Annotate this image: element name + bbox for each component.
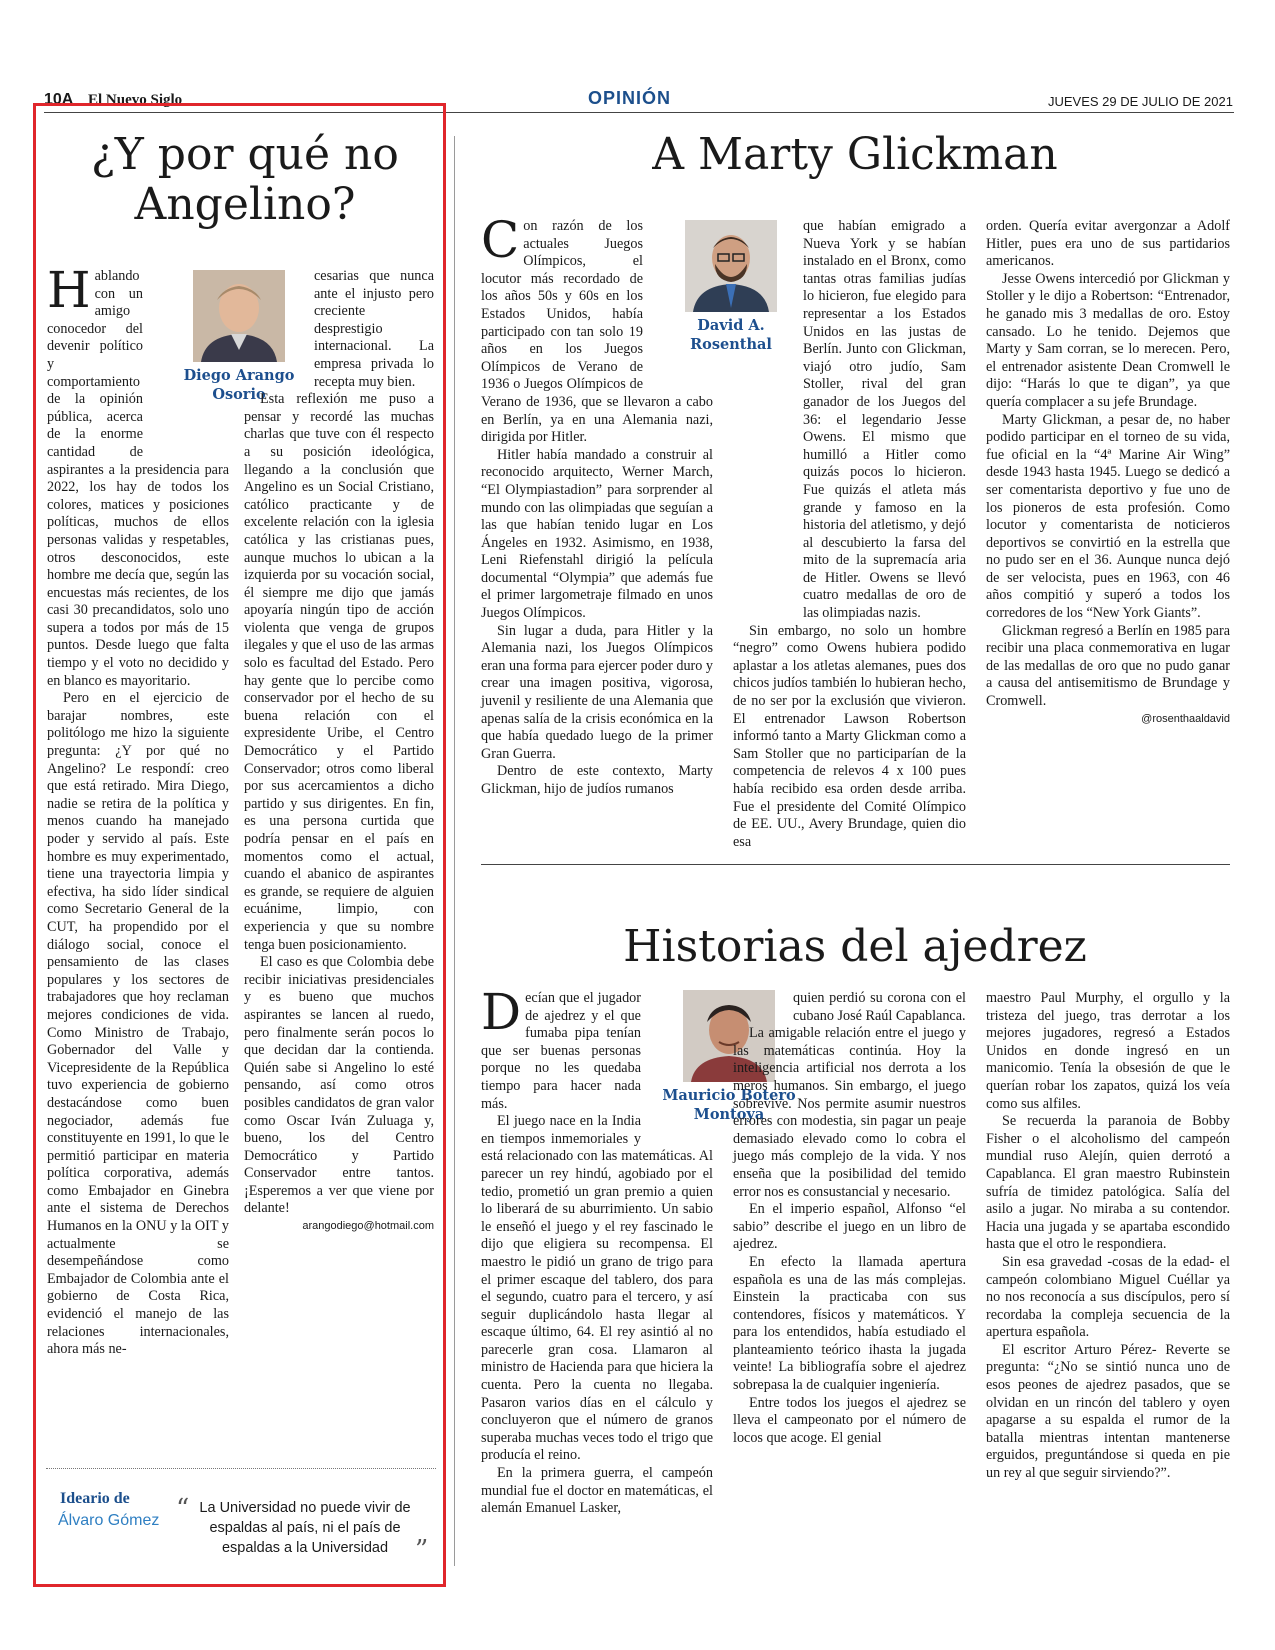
paragraph: Marty Glickman, a pesar de, no haber podido participar en el torneo de su vida, fue oficial en la “4ª Marine Air Wing” desde 1943 hasta 1945. Luego se dedicó a ser comentarista deportivo y fue uno de los pioneros de esta profesión. Como locutor y comentarista de noticieros deportivos se convirtió en la estrella que no pudo ser en el 36. Aunque nunca dejó de ser velocista, pues en 1963, con 46 años compitió y superó a todos los corredores de los “New York Giants”. (986, 411, 1230, 622)
paragraph: Sin lugar a duda, para Hitler y la Alemania nazi, los Juegos Olímpicos eran una forma para ejercer poder duro y crear una imagen positiva, vigorosa, juvenil y resiliente de una Alemania que apenas salía de la crisis económica en la que había quedado luego de la primer Gran Guerra. (481, 622, 713, 762)
quote-open-mark: “ (176, 1494, 190, 1524)
paragraph: Entre todos los juegos el ajedrez se lleva el campeonato por el número de locos que acoge. El genial (733, 1394, 966, 1446)
author-name-line2: Osorio (212, 386, 266, 403)
paragraph: Se recuerda la paranoia de Bobby Fisher o el alcoholismo del campeón mundial ruso Alejín, quien derrotó a Capablanca. El gran maestro Rubinstein sufría de timidez patológica. Salía del asilo a jugar. No miraba a su contendor. Hacia una jugada y se apartaba escondido hasta que el otro le respondiera. (986, 1113, 1230, 1253)
author-name-line2: Rosenthal (690, 336, 772, 353)
article2-title: A Marty Glickman (652, 129, 1058, 180)
section-title: OPINIÓN (588, 88, 672, 108)
newspaper-name: El Nuevo Siglo (88, 92, 183, 108)
drop-cap: C (481, 211, 520, 269)
paragraph: El caso es que Colombia debe recibir iniciativas presidenciales y es bueno que muchos aspirantes se lancen al ruedo, pero finalmente serán pocos lo que decidan dar la contienda. Quién sabe si Angelino lo esté pensando, así como otros posibles candidatos de gran valor como Oscar Iván Zuluaga y, bueno, los del Centro Democrático y Partido Conservador entre tantos. ¡Esperemos a ver que viene por delante! (244, 954, 434, 1217)
paragraph: En el imperio español, Alfonso “el sabio” describe el juego en un libro de ajedrez. (733, 1201, 966, 1253)
article3-column-3 (986, 990, 1230, 1575)
paragraph: El juego nace en la India en tiempos inmemoriales y está relacionado con las matemáticas. Al parecer un rey hindú, agobiado por el tedio, prometió un gran premio a quien lo liberará de su aburrimiento. Un sabio le enseñó el juego y el rey fascinado le dijo que eligiera su recompensa. El maestro le pidió un grano de trigo para el primer escaque del tablero, dos para el segundo, cuatro para el tercero, y así seguir duplicándolo hasta llegar al escaque último, 64. El rey asintió al no parecerle gran cosa. Llamaron al ministro de Hacienda para que hiciera la cuenta. Pero la cuenta no llegaba. Pasaron varios días en el cálculo y concluyeron que el número de granos superaba muchas veces todo el trigo que producía el reino. (481, 1113, 713, 1464)
paragraph: Jesse Owens intercedió por Glickman y Stoller y le dijo a Robertson: “Entrenador, he ganado mis 3 medallas de oro. Estoy cansado. Lo he tenido. Dejemos que Marty y Sam corran, se lo merecen. Pero, el entrenador asistente Dean Cromwell le dijo: “Harás lo que te digan”, ya que quería complacer a su jefe Brundage. (986, 270, 1230, 410)
highlight-box (33, 103, 446, 1587)
paragraph: on razón de los actuales Juegos Olímpicos, el locutor más recordado de los años 50s y 60s en los Estados Unidos, había participado con tan solo 19 años en los Juegos Olímpicos de Verano de 1936 o Juegos Olímpicos de Verano de 1936, que se llevaron a cabo en Berlín, ya en una Alemania nazi, dirigida por Hitler. (481, 218, 713, 446)
ideario-label: Ideario de (60, 1490, 130, 1507)
paragraph: En efecto la llamada apertura española es una de las más complejas. Einstein la practicaba con sus contendores, físicos y matemáticos. Y para los entendidos, había estudiado el planteamiento teórico ihasta la jugada veinte! La bibliografía sobre el ajedrez sobrepasa la de cualquier ingeniería. (733, 1253, 966, 1394)
author-name-line1: Diego Arango (183, 367, 295, 384)
drop-cap: D (481, 983, 522, 1041)
paragraph: ecían que el jugador de ajedrez y el que fumaba pipa tenían que ser buenas personas porque no les quedaba tiempo para hacer nada más. (481, 990, 641, 1112)
paragraph: cesarias que nunca ante el injusto pero creciente desprestigio internacional. La empresa privada lo recepta muy bien. (314, 268, 434, 390)
issue-date: JUEVES 29 DE JULIO DE 2021 (1048, 94, 1233, 109)
page-number: 10A (44, 91, 74, 108)
author-handle: @rosenthaaldavid (1141, 712, 1230, 725)
author-name-line1: David A. (697, 317, 765, 334)
ideario-name: Álvaro Gómez (58, 1512, 160, 1529)
author-name-line2: Montoya (693, 1106, 765, 1123)
drop-cap: H (47, 261, 91, 319)
paragraph: En la primera guerra, el campeón mundial fue el doctor en matemáticas, el alemán Emanuel Lasker, (481, 1465, 713, 1517)
paragraph: maestro Paul Murphy, el orgullo y la tristeza del juego, tras derrotar a los mejores jugadores, regresó a Estados Unidos en donde ingresó en un manicomio. Tenía la obsesión de que le querían robar los zapatos, quizá los veía como sus alfiles. (986, 990, 1230, 1112)
article1-title: ¿Y por qué no Angelino? (91, 129, 399, 230)
column-divider (454, 136, 455, 1566)
paragraph: El escritor Arturo Pérez- Reverte se pregunta: “¿No se sintió nunca uno de esos peones de ajedrez pasados, que se olvidan en un rincón del tablero y oyen apagarse a su espalda el rumor de la batalla mientras intentan mantenerse erguidos, preguntándose si queda en pie un rey al que seguir sirviendo?”. (986, 1341, 1230, 1482)
quote-close-mark: ” (415, 1535, 429, 1565)
paragraph: Glickman regresó a Berlín en 1985 para recibir una placa conmemorativa en lugar de las medallas de oro que no pudo ganar a causa del antisemitismo de Brundage y Cromwell. (986, 622, 1230, 710)
paragraph: orden. Quería evitar avergonzar a Adolf Hitler, pues era uno de sus partidarios americanos. (986, 218, 1230, 270)
paragraph: Dentro de este contexto, Marty Glickman, hijo de judíos rumanos (481, 763, 713, 797)
paragraph: ablando con un amigo conocedor del devenir político y comportamiento de la opinión pública, acerca de la enorme cantidad de aspirantes a la presidencia para 2022, los hay de todos los colores, matices y posiciones políticas, muchos de ellos personas validas y respetables, otros desconocidos, este hombre me decía que, según las encuestas más recientes, de los casi 30 precandidatos, solo uno supera a todos por más de 15 puntos. Desde luego que falta tiempo y el voto no decidido y en blanco es mayoritario. (47, 268, 229, 689)
paragraph: La amigable relación entre el juego y las matemáticas continúa. Hoy la inteligencia artificial nos derrota a los meros humanos. Sin embargo, el juego sobrevive. Nos permite asumir nuestros errores con modestia, sin pagar un peaje demasiado elevado como lo cobra el juego más complejo de la vida. Y nos enseña que la posibilidad del temido error nos es consustancial y necesario. (733, 1025, 966, 1200)
paragraph: Esta reflexión me puso a pensar y recordé las muchas charlas que tuve con él respecto a su posición ideológica, llegando a la conclusión que Angelino es un Social Cristiano, católico practicante y de excelente relación con la iglesia católica y las cristianas pues, aunque muchos lo ubican a la izquierda por su vocación social, él siempre me dijo que jamás apoyaría ningún tipo de acción violenta que venga de grupos ilegales y que el uso de las armas solo es facultad del Estado. Pero hay gente que lo percibe como conservador por el hecho de su buena relación con el expresidente Uribe, el Centro Democrático y el Partido Conservador; otros como liberal por sus acercamientos a dicho partido y sus dirigentes. En fin, es una persona curtida que podría pensar en el país en momentos como el actual, cuando el abanico de aspirantes es grande, se requiere de alguien ecuánime, limpio, con experiencia y que su nombre tenga buen posicionamiento. (244, 391, 434, 953)
paragraph: Sin esa gravedad -cosas de la edad- el campeón colombiano Miguel Cuéllar ya no nos reconocía a sus discípulos, pero sí recordaba la compleja secuencia de la apertura española. (986, 1253, 1230, 1341)
paragraph: que habían emigrado a Nueva York y se habían instalado en el Bronx, como tantas otras familias judías lo hicieron, fue elegido para representar a los Estados Unidos en las justas de Berlín. Junto con Glickman, viajó otro judío, Sam Stoller, rival del gran ganador de los Juegos del 36: el legendario Jesse Owens. El mismo que humilló a Hitler como quizás pocos lo hicieron. Fue quizás el atleta más grande y famoso en la historia del atletismo, y dejó al descubierto la farsa del mito de la supremacía aria de Hitler. Owens se llevó cuatro medallas de oro de las olimpiadas nazis. (803, 218, 966, 622)
article3-title: Historias del ajedrez (623, 921, 1087, 972)
paragraph: quien perdió su corona con el cubano José Raúl Capablanca. (793, 990, 966, 1024)
article2-column-2 (733, 218, 966, 850)
paragraph: Hitler había mandado a construir al reconocido arquitecto, Werner March, “El Olympiastadion” para sorprender al mundo con las olimpiadas que seguían a las que habían tenido lugar en Los Ángeles en 1932. Asimismo, en 1938, Leni Riefenstahl dirigió la película documental “Olympia” que además fue el primer largometraje filmado en unos Juegos Olímpicos. (481, 446, 713, 622)
ideario-quote: La Universidad no puede vivir de espaldas al país, ni el país de espaldas a la Universidad (199, 1500, 411, 1556)
article-divider (481, 864, 1230, 865)
author-name-line1: Mauricio Botero (662, 1087, 796, 1104)
paragraph: Sin embargo, no solo un hombre “negro” como Owens hubiera podido aplastar a los atletas alemanes, pues dos chicos judíos también lo hubieran hecho, de no ser por la exclusión que vivieron. El entrenador Lawson Robertson informó tanto a Marty Glickman como a Sam Stoller que no participarían de la competencia de relevos 4 x 100 pues había recibido esa orden desde arriba. Fue el presidente del Comité Olímpico de EE. UU., Avery Brundage, quien dio esa (733, 622, 966, 850)
article2-column-3 (986, 218, 1230, 828)
author-email: arangodiego@hotmail.com (302, 1220, 434, 1233)
paragraph: Pero en el ejercicio de barajar nombres, este politólogo me hizo la siguiente pregunta: ¿Y por qué no Angelino? Le respondí: creo que está retirado. Mira Diego, nadie se retira de la política y menos cuando ha manejado poder y servido al país. Este hombre es muy experimentado, tiene una trayectoria limpia y efectiva, ha sido líder sindical como Secretario General de la CUT, ha propendido por el diálogo social, conoce el pensamiento de las clases populares y los sectores de trabajadores que hoy reclaman mejores condiciones de vida. Como Ministro de Trabajo, Gobernador del Valle y Vicepresidente de la República tuvo experiencia de gobierno destacándose como buen negociador, además fue constituyente en 1991, lo que le permitió participar en materia política corporativa, además como Embajador en Ginebra ante el sistema de Derechos Humanos en la ONU y la OIT y actualmente se desempeñándose como Embajador de Colombia ante el gobierno de Costa Rica, evidenció el manejo de las relaciones internacionales, ahora más ne- (47, 690, 229, 1358)
article3-column-2 (733, 990, 966, 1575)
